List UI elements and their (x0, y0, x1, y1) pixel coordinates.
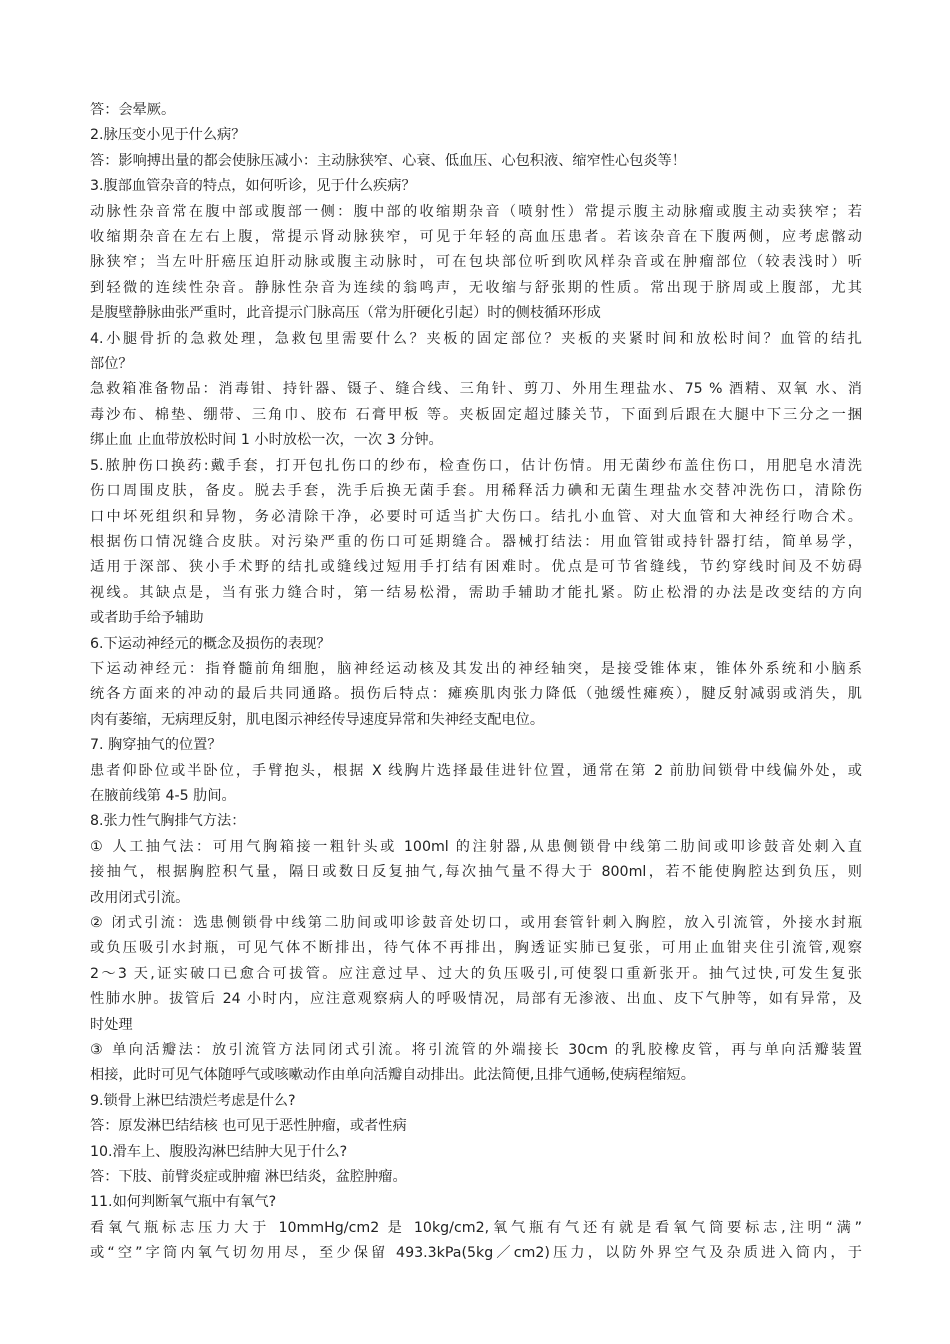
question-heading: 9.锁骨上淋巴结溃烂考虑是什么? (90, 1092, 296, 1109)
text-line: 或者助手给予辅助 (90, 610, 204, 627)
text-line: 统各方面来的冲动的最后共同通路。损伤后特点：瘫痪肌肉张力降低（弛缓性瘫痪），腱反射减弱或消失，肌 (90, 686, 862, 703)
text-line: 肉有萎缩，无病理反射，肌电图示神经传导速度异常和失神经支配电位。 (90, 711, 545, 728)
text-line: 急救箱准备物品：消毒钳、持针器、镊子、缝合线、三角针、剪刀、外用生理盐水、75 % 酒精、双氧 水、消 (90, 381, 862, 398)
text-line: 或负压吸引水封瓶，可见气体不断排出，待气体不再排出，胸透证实肺已复张，可用止血钳夹住引流管,观察 (90, 940, 862, 957)
question-heading: 4.小腿骨折的急救处理，急救包里需要什么？夹板的固定部位？夹板的夹紧时间和放松时间？血管的结扎 (90, 330, 862, 347)
text-line: ① 人工抽气法：可用气胸箱接一粗针头或 100ml 的注射器,从患侧锁骨中线第二肋间或叩诊鼓音处刺入直 (90, 838, 862, 855)
question-heading: 10.滑车上、腹股沟淋巴结肿大见于什么? (90, 1143, 348, 1160)
text-line: ③ 单向活瓣法：放引流管方法同闭式引流。将引流管的外端接长 30cm 的乳胶橡皮管，再与单向活瓣装置 (90, 1042, 862, 1059)
text-line: 到轻微的连续性杂音。静脉性杂音为连续的翁鸣声，无收缩与舒张期的性质。常出现于脐周或上腹部，尤其 (90, 279, 862, 296)
question-heading: 3.腹部血管杂音的特点，如何听诊，见于什么疾病？ (90, 178, 416, 195)
text-line: 改用闭式引流。 (90, 889, 190, 906)
question-heading: 6.下运动神经元的概念及损伤的表现？ (90, 635, 331, 652)
text-line: 下运动神经元：指脊髓前角细胞，脑神经运动核及其发出的神经轴突，是接受锥体束，锥体外系统和小脑系 (90, 660, 862, 677)
text-line: 时处理 (90, 1016, 133, 1033)
question-heading: 2.脉压变小见于什么病？ (90, 127, 246, 144)
text-line: 接抽气，根据胸腔积气量，隔日或数日反复抽气,每次抽气量不得大于 800ml，若不能使胸腔达到负压，则 (90, 864, 862, 881)
text-line: 绑止血 止血带放松时间 1 小时放松一次，一次 3 分钟。 (90, 432, 443, 449)
text-line: 答：会晕厥。 (90, 102, 176, 118)
question-heading: 部位？ (90, 356, 133, 373)
text-line: 看氧气瓶标志压力大于 10mmHg/cm2 是 10kg/cm2,氧气瓶有气还有就是看氧气筒要标志,注明“满” (90, 1219, 862, 1236)
text-line: 口中坏死组织和异物，务必清除干净，必要时可适当扩大伤口。结扎小血管、对大血管和大神经行吻合术。 (90, 508, 862, 525)
text-line: 答：原发淋巴结结核 也可见于恶性肿瘤，或者性病 (90, 1118, 407, 1135)
question-heading: 11.如何判断氧气瓶中有氧气? (90, 1194, 277, 1211)
question-heading: 8.张力性气胸排气方法： (90, 813, 246, 830)
text-line: 是腹壁静脉曲张严重时，此音提示门脉高压（常为肝硬化引起）时的侧枝循环形成 (90, 305, 601, 322)
text-line: 答：下肢、前臂炎症或肿瘤 淋巴结炎，盆腔肿瘤。 (90, 1169, 407, 1186)
text-line: 患者仰卧位或半卧位，手臂抱头，根据 X 线胸片选择最佳进针位置，通常在第 2 前肋间锁骨中线偏外处，或 (90, 762, 862, 779)
text-line: 适用于深部、狭小手术野的结扎或缝线过短用手打结有困难时。优点是可节省缝线，节约穿线时间及不妨碍 (90, 559, 862, 576)
text-line: 动脉性杂音常在腹中部或腹部一侧：腹中部的收缩期杂音（喷射性）常提示腹主动脉瘤或腹主动卖狭窄；若 (90, 203, 862, 220)
text-line: 伤口周围皮肤，备皮。脱去手套，洗手后换无菌手套。用稀释活力碘和无菌生理盐水交替冲洗伤口，清除伤 (90, 483, 862, 500)
text-line: 收缩期杂音在左右上腹，常提示肾动脉狭窄，可见于年轻的高血压患者。若该杂音在下腹两侧，应考虑髂动 (90, 229, 862, 246)
text-line: 相接，此时可见气体随呼气或咳嗽动作由单向活瓣自动排出。此法简便,且排气通畅,使病程缩短。 (90, 1067, 695, 1084)
question-heading: 7. 胸穿抽气的位置？ (90, 737, 222, 754)
text-line: 性肺水肿。拔管后 24 小时内，应注意观察病人的呼吸情况，局部有无渗液、出血、皮下气肿等，如有异常，及 (90, 991, 862, 1008)
document-page (90, 98, 862, 1267)
text-line: 2～3 天,证实破口已愈合可拔管。应注意过早、过大的负压吸引,可使裂口重新张开。抽气过快,可发生复张 (90, 965, 862, 982)
text-line: 在腋前线第 4-5 肋间。 (90, 787, 236, 804)
text-line: ② 闭式引流：选患侧锁骨中线第二肋间或叩诊鼓音处切口，或用套管针刺入胸腔，放入引流管，外接水封瓶 (90, 915, 862, 931)
text-line: 或“空”字筒内氧气切勿用尽，至少保留 493.3kPa(5kg／cm2)压力，以防外界空气及杂质进入筒内，于 (90, 1245, 862, 1262)
text-line: 根据伤口情况缝合皮肤。对污染严重的伤口可延期缝合。器械打结法：用血管钳或持针器打结，简单易学， (90, 533, 862, 550)
text-line: 毒沙布、棉垫、绷带、三角巾、胶布 石膏甲板 等。夹板固定超过膝关节，下面到后跟在大腿中下三分之一捆 (90, 406, 862, 423)
text-line: 脉狭窄；当左叶肝癌压迫肝动脉或腹主动脉时，可在包块部位听到吹风样杂音或在肿瘤部位（较表浅时）听 (90, 254, 862, 271)
text-line: 答：影响搏出量的都会使脉压减小：主动脉狭窄、心衰、低血压、心包积液、缩窄性心包炎等！ (90, 152, 686, 169)
question-heading: 5.脓肿伤口换药:戴手套，打开包扎伤口的纱布，检查伤口，估计伤情。用无菌纱布盖住伤口，用肥皂水清洗 (90, 457, 862, 474)
text-line: 视线。其缺点是，当有张力缝合时，第一结易松滑，需助手辅助才能扎紧。防止松滑的办法是改变结的方向 (90, 584, 862, 601)
